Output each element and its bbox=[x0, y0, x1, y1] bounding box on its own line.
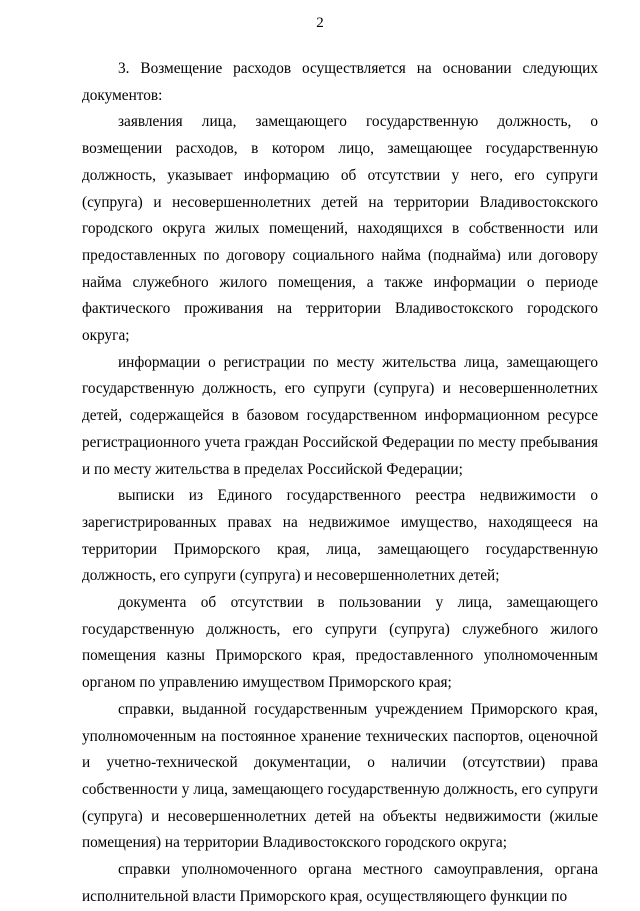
paragraph-local-authority-certificate: справки уполномоченного органа местного самоуправления, органа исполнительной власти Приморского края, осуществляющего функции по bbox=[82, 861, 598, 905]
document-body bbox=[82, 56, 598, 911]
paragraph-egrn-extract: выписки из Единого государственного реестра недвижимости о зарегистрированных правах на недвижимое имущество, находящееся на территории Приморского края, лица, замещающего государственную должность, его супруги (супруга) и несовершеннолетних детей; bbox=[82, 487, 598, 585]
paragraph-registration-info: информации о регистрации по месту жительства лица, замещающего государственную должность, его супруги (супруга) и несовершеннолетних детей, содержащейся в базовом государственном информационном ресурсе регистрационного учета граждан Российской Федерации по месту пребывания и по месту жительства в пределах Российской Федерации; bbox=[82, 353, 598, 478]
paragraph-item-3-intro: 3. Возмещение расходов осуществляется на основании следующих документов: bbox=[82, 60, 598, 104]
paragraph-service-housing-document: документа об отсутствии в пользовании у лица, замещающего государственную должность, его супруги (супруга) служебного жилого помещения казны Приморского края, предоставленного уполномоченным органом по управлению имуществом Приморского края; bbox=[82, 594, 598, 692]
paragraph-application: заявления лица, замещающего государственную должность, о возмещении расходов, в котором лицо, замещающее государственную должность, указывает информацию об отсутствии у него, его супруги (супруга) и несовершеннолетних детей на территории Владивостокского городского округа жилых помещений, находящихся в собственности или предоставленных по договору социального найма (поднайма) или договору найма служебного жилого помещения, а также информации о периоде фактического проживания на территории Владивостокского городского округа; bbox=[82, 113, 598, 345]
paragraph-ownership-certificate: справки, выданной государственным учреждением Приморского края, уполномоченным на постоянное хранение технических паспортов, оценочной и учетно-технической документации, о наличии (отсутствии) права собственности у лица, замещающего государственную должность, его супруги (супруга) и несовершеннолетних детей на объекты недвижимости (жилые помещения) на территории Владивостокского городского округа; bbox=[82, 700, 598, 852]
page-number: 2 bbox=[316, 15, 324, 31]
